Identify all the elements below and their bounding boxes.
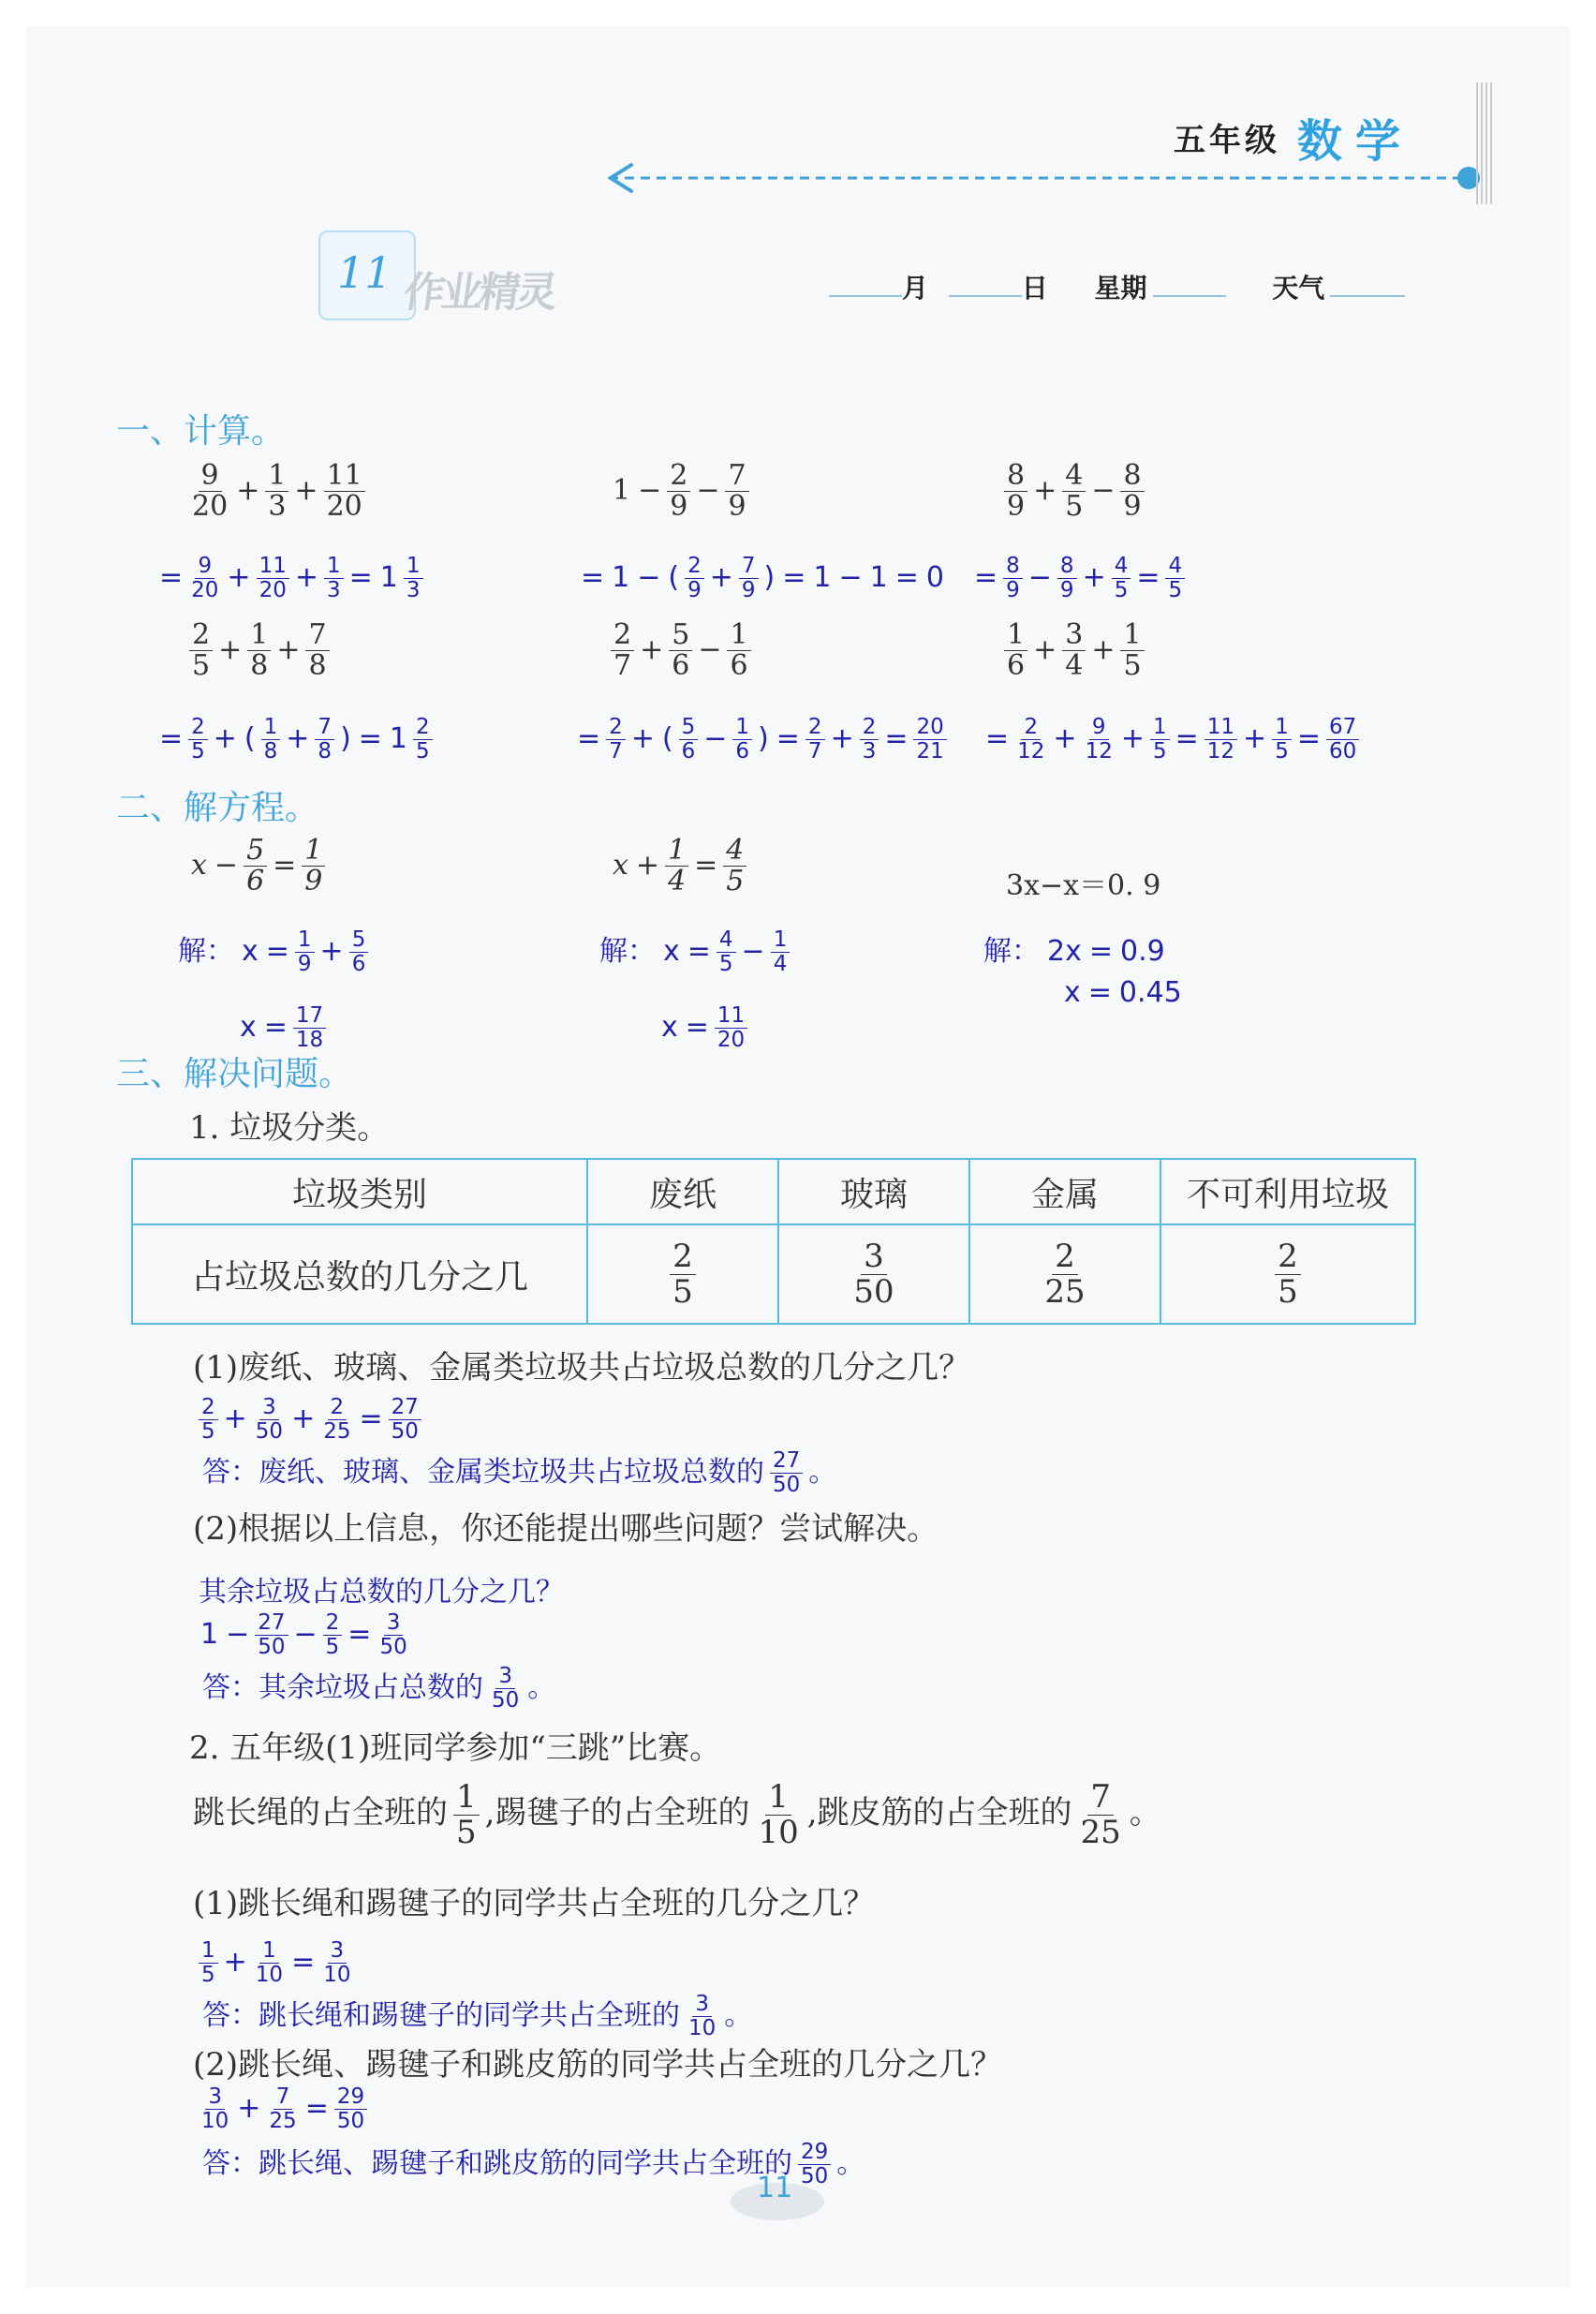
weather-blank[interactable] (1330, 295, 1405, 297)
math-token: + (830, 721, 854, 755)
calc-problem-4 (187, 620, 332, 682)
math-token: + (1033, 473, 1057, 507)
fraction: $\frac{2}{5}$ (323, 1611, 343, 1659)
math-token: x (613, 848, 628, 882)
problem-1-question-2: (2)根据以上信息，你还能提出哪些问题？尝试解决。 (193, 1510, 939, 1548)
math-token: = (1088, 935, 1113, 968)
math-token: + (291, 1402, 316, 1435)
fraction: $\frac{2}{25}$ (323, 1395, 351, 1444)
fraction: $\frac{4}{5}$ (1112, 555, 1131, 602)
fraction: $\frac{1}{5}$ (1150, 716, 1170, 764)
math-token: = (581, 560, 605, 594)
problem-2-question-1: (1)跳长绳和踢毽子的同学共占全班的几分之几？ (193, 1885, 876, 1922)
fraction: $\frac{9}{20}$ (192, 459, 229, 524)
math-token: + (1120, 721, 1145, 755)
problem-2-description (189, 1780, 1165, 1849)
fraction: $\frac{2}{7}$ (611, 620, 634, 682)
section-problems-title: 三、解决问题。 (116, 1055, 353, 1093)
math-token: + (635, 848, 660, 882)
math-token: + (294, 560, 318, 594)
math-token: 。 (836, 2147, 865, 2180)
equation-problem-2 (609, 836, 748, 897)
equation-step-2b (658, 1004, 749, 1052)
math-token: 1 (813, 560, 832, 594)
math-token: = (974, 560, 998, 594)
math-token: = (776, 721, 800, 755)
math-token: 跳长绳的占全班的 (193, 1794, 448, 1832)
math-token: = (359, 1402, 383, 1435)
math-token: + (236, 473, 260, 507)
calc-problem-6 (1002, 620, 1146, 682)
fraction: $\frac{1}{8}$ (247, 620, 271, 682)
fraction: $\frac{2}{5}$ (199, 1396, 218, 1444)
fraction: $\frac{29}{50}$ (798, 2141, 831, 2188)
fraction: $\frac{3}{10}$ (323, 1938, 351, 1987)
math-token: 解： (983, 935, 1040, 968)
math-token: = (263, 1010, 288, 1044)
table-row (132, 1224, 1415, 1324)
math-token: 。 (724, 1999, 753, 2032)
math-token: 0.45 (1118, 976, 1182, 1009)
month-label: 月 (902, 273, 929, 304)
math-token: 。 (1129, 1794, 1161, 1832)
fraction: $\frac{7}{25}$ (269, 2084, 297, 2133)
weekday-label: 星期 (1094, 273, 1147, 304)
fraction: $\frac{1}{9}$ (302, 836, 325, 897)
math-token: + (319, 935, 344, 968)
fraction: $\frac{4}{5}$ (1165, 555, 1185, 602)
math-token: 1 (612, 560, 630, 594)
math-token: = (985, 721, 1010, 755)
problem-1-question-1: (1)废纸、玻璃、金属类垃圾共占垃圾总数的几分之几？ (193, 1349, 971, 1387)
fraction: $\frac{1}{4}$ (665, 836, 688, 897)
fraction: $\frac{67}{60}$ (1326, 716, 1359, 764)
calc-problem-1 (187, 461, 367, 523)
month-blank[interactable] (829, 295, 902, 297)
fraction: $\frac{3}{50}$ (255, 1395, 284, 1444)
fraction: $\frac{5}{6}$ (679, 716, 699, 764)
fraction: $\frac{2}{7}$ (606, 716, 626, 764)
fraction: $\frac{5}{6}$ (669, 620, 692, 682)
math-token: 。 (527, 1671, 556, 1704)
math-token: ) (763, 560, 776, 594)
garbage-table (131, 1158, 1416, 1325)
problem-1-title: 1. 垃圾分类。 (189, 1109, 390, 1147)
grade-label (1174, 114, 1280, 160)
math-token: 1 (379, 560, 398, 594)
math-token: = (347, 1617, 372, 1651)
fraction: $\frac{5}{6}$ (244, 836, 267, 897)
table-header: 废纸 (587, 1159, 778, 1224)
fraction: $\frac{2}{12}$ (1017, 715, 1045, 764)
fraction: $\frac{4}{5}$ (1062, 461, 1086, 523)
math-token: 1 (869, 560, 888, 594)
grade-text: 五年级 (1174, 122, 1280, 159)
fraction: $\frac{3}{50}$ (492, 1664, 520, 1713)
math-token: = (304, 2091, 329, 2125)
fraction: $\frac{1}{5}$ (1120, 620, 1144, 682)
date-line (829, 268, 1405, 305)
math-token: − (214, 848, 239, 882)
fraction: $\frac{8}{9}$ (1057, 555, 1077, 602)
math-token: = (782, 560, 806, 594)
math-token: ( (668, 560, 680, 594)
math-token: + (237, 2091, 261, 2125)
table-header: 不可利用垃圾 (1160, 1159, 1415, 1224)
fraction: $\frac{17}{18}$ (293, 1004, 326, 1052)
lesson-brand: 作业精灵 (400, 269, 557, 317)
page-number: 11 (757, 2172, 793, 2204)
table-cell (778, 1224, 969, 1324)
calc-answer-5 (573, 716, 949, 764)
day-blank[interactable] (949, 295, 1022, 297)
fraction: $\frac{1}{10}$ (758, 1778, 799, 1851)
problem-1-answer-1 (199, 1448, 840, 1497)
math-token: 答：跳长绳和踢毽子的同学共占全班的 (202, 1999, 680, 2032)
math-token: = (687, 935, 711, 968)
fraction: $\frac{1}{10}$ (255, 1938, 284, 1987)
equation-step-3b (1060, 976, 1186, 1009)
fraction: $\frac{7}{25}$ (1080, 1778, 1121, 1851)
math-token: ( (244, 721, 256, 755)
problem-2-answer-1 (199, 1992, 756, 2040)
math-token: + (213, 721, 237, 755)
fraction: $\frac{8}{9}$ (1003, 555, 1023, 602)
lesson-number: 11 (337, 247, 392, 298)
section-equations-title: 二、解方程。 (116, 789, 319, 827)
math-token: 答：跳长绳、踢毽子和跳皮筋的同学共占全班的 (202, 2147, 792, 2180)
fraction: $\frac{5}{6}$ (349, 928, 369, 976)
math-token: ) (758, 721, 769, 755)
table-cell (587, 1224, 778, 1324)
fraction: $\frac{27}{50}$ (255, 1611, 288, 1659)
fraction: $\frac{2}{7}$ (805, 716, 825, 764)
fraction: $\frac{1}{3}$ (265, 461, 288, 523)
fraction: $\frac{2}{5}$ (670, 1239, 696, 1309)
math-token: + (630, 721, 655, 755)
weekday-blank[interactable] (1153, 295, 1226, 297)
fraction: $\frac{7}{8}$ (305, 620, 329, 682)
fraction: $\frac{2}{9}$ (667, 461, 690, 523)
fraction: $\frac{1}{4}$ (771, 928, 791, 976)
table-header-row (132, 1159, 1415, 1224)
fraction: $\frac{3}{10}$ (201, 2084, 229, 2133)
math-token: 1 (613, 473, 631, 507)
math-token: + (294, 473, 318, 507)
math-token: = (577, 721, 601, 755)
problem-1-answer-2 (199, 1664, 559, 1713)
math-token: − (637, 560, 661, 594)
math-token: = (884, 721, 909, 755)
math-token: 3x−x＝0. 9 (1006, 869, 1161, 902)
math-token: + (218, 632, 243, 666)
fraction: $\frac{27}{50}$ (770, 1449, 803, 1497)
calc-answer-3 (970, 555, 1187, 602)
equation-problem-3 (1002, 862, 1164, 903)
fraction: $\frac{11}{12}$ (1204, 716, 1237, 764)
math-token: x (661, 1010, 678, 1044)
math-token: + (709, 560, 733, 594)
fraction: $\frac{9}{20}$ (191, 554, 219, 602)
fraction: $\frac{1}{5}$ (199, 1939, 218, 1987)
lesson-badge (318, 230, 656, 324)
fraction: $\frac{2}{9}$ (685, 555, 704, 602)
calc-answer-2 (577, 555, 948, 602)
math-token: = (894, 560, 919, 594)
fraction: $\frac{2}{3}$ (860, 716, 879, 764)
problem-1-calc-1 (197, 1396, 423, 1444)
math-token: = (273, 848, 297, 882)
fraction: $\frac{3}{50}$ (853, 1237, 894, 1311)
math-token: 0 (925, 560, 944, 594)
calc-problem-3 (1002, 461, 1146, 523)
math-token: 答：废纸、玻璃、金属类垃圾共占垃圾总数的 (202, 1456, 764, 1489)
math-token: 答：其余垃圾占总数的 (202, 1671, 483, 1704)
fraction: $\frac{8}{9}$ (1004, 461, 1027, 523)
math-token: − (741, 935, 765, 968)
math-token: + (1091, 632, 1116, 666)
math-token: 解： (599, 935, 656, 968)
problem-2-question-2: (2)跳长绳、踢毽子和跳皮筋的同学共占全班的几分之几？ (193, 2046, 1003, 2084)
fraction: $\frac{1}{6}$ (1004, 620, 1027, 682)
fraction: $\frac{3}{50}$ (379, 1610, 407, 1659)
math-token: = (265, 935, 289, 968)
equation-problem-1 (187, 836, 327, 897)
math-token: = (358, 721, 382, 755)
math-token: = (348, 560, 373, 594)
math-token: 2x (1047, 935, 1082, 968)
math-token: = (1136, 560, 1160, 594)
math-token: ) (340, 721, 351, 755)
math-token: + (1243, 721, 1267, 755)
problem-1-other-question: 其余垃圾占总数的几分之几？ (199, 1576, 564, 1609)
weather-label: 天气 (1272, 273, 1325, 304)
math-token: 。 (808, 1456, 837, 1489)
page-edge-stripes (1476, 82, 1493, 204)
fraction: $\frac{7}{8}$ (315, 716, 334, 764)
math-token: = (1175, 721, 1199, 755)
fraction: $\frac{9}{12}$ (1085, 715, 1113, 764)
problem-2-calc-2 (197, 2085, 369, 2133)
fraction: $\frac{1}{6}$ (732, 716, 752, 764)
fraction: $\frac{1}{3}$ (404, 555, 423, 602)
fraction: $\frac{1}{9}$ (295, 928, 315, 976)
table-cell (1160, 1224, 1415, 1324)
fraction: $\frac{27}{50}$ (389, 1396, 421, 1444)
fraction: $\frac{7}{9}$ (725, 461, 748, 523)
math-token: = (291, 1945, 316, 1979)
math-token: = (1296, 721, 1321, 755)
math-token: x (191, 848, 207, 882)
math-token: − (838, 560, 863, 594)
math-token: − (1027, 560, 1052, 594)
math-token: x (1064, 976, 1081, 1009)
math-token: − (698, 632, 722, 666)
math-token: − (703, 721, 728, 755)
calc-answer-4 (155, 716, 435, 764)
math-token: ,踢毽子的占全班的 (484, 1794, 750, 1832)
fraction: $\frac{1}{6}$ (727, 620, 750, 682)
fraction: $\frac{2}{5}$ (188, 716, 208, 764)
header-arrow-line (599, 159, 1499, 197)
math-token: − (226, 1617, 250, 1651)
fraction: $\frac{1}{3}$ (324, 555, 344, 602)
math-token: + (1053, 721, 1077, 755)
fraction: $\frac{4}{5}$ (717, 928, 736, 976)
math-token: = (159, 721, 184, 755)
table-row-label: 占垃圾总数的几分之几 (132, 1224, 587, 1324)
math-token: ,跳皮筋的占全班的 (806, 1794, 1072, 1832)
math-token: x (240, 1010, 257, 1044)
math-token: − (638, 473, 662, 507)
math-token: = (685, 1010, 709, 1044)
fraction: $\frac{11}{20}$ (257, 555, 289, 602)
math-token: = (1087, 976, 1112, 1009)
equation-step-1a (174, 927, 370, 976)
math-token: 1 (200, 1617, 219, 1651)
math-token: + (286, 721, 310, 755)
math-token: x (242, 935, 259, 968)
fraction: $\frac{1}{5}$ (1272, 716, 1292, 764)
equation-step-1b (236, 1004, 328, 1052)
table-header: 垃圾类别 (132, 1159, 587, 1224)
fraction: $\frac{1}{8}$ (261, 716, 281, 764)
math-token: + (223, 1402, 247, 1435)
math-token: = (159, 560, 184, 594)
table-header: 玻璃 (778, 1159, 969, 1224)
problem-2-title: 2. 五年级(1)班同学参加“三跳”比赛。 (189, 1729, 722, 1767)
problem-1-calc-2 (197, 1611, 412, 1659)
section-calc-title: 一、计算。 (116, 412, 286, 451)
math-token: − (1091, 473, 1116, 507)
fraction: $\frac{2}{5}$ (413, 716, 433, 764)
math-token: + (223, 1945, 247, 1979)
calc-problem-5 (609, 620, 753, 682)
math-token: 0.9 (1119, 935, 1165, 968)
fraction: $\frac{11}{20}$ (715, 1004, 747, 1052)
fraction: $\frac{3}{10}$ (688, 1992, 717, 2040)
equation-step-3a (980, 927, 1169, 969)
math-token: − (696, 473, 720, 507)
fraction: $\frac{2}{25}$ (1044, 1237, 1086, 1311)
math-token: + (640, 632, 664, 666)
fraction: $\frac{8}{9}$ (1120, 461, 1144, 523)
math-token: ( (661, 721, 673, 755)
math-token: 解： (178, 935, 234, 968)
table-header: 金属 (969, 1159, 1160, 1224)
math-token: = (694, 848, 718, 882)
math-token: 1 (389, 721, 408, 755)
fraction: $\frac{29}{50}$ (334, 2085, 367, 2133)
problem-2-calc-1 (197, 1939, 355, 1987)
table-cell (969, 1224, 1160, 1324)
fraction: $\frac{2}{5}$ (189, 620, 213, 682)
equation-step-2a (596, 927, 791, 976)
math-token: + (1082, 560, 1106, 594)
math-token: − (293, 1617, 318, 1651)
fraction: $\frac{3}{4}$ (1062, 620, 1086, 682)
fraction: $\frac{2}{5}$ (1275, 1239, 1301, 1309)
subject-text: 数学 (1297, 115, 1414, 168)
math-token: + (227, 560, 251, 594)
fraction: $\frac{7}{9}$ (739, 555, 759, 602)
fraction: $\frac{20}{21}$ (913, 716, 946, 764)
math-token: + (1033, 632, 1057, 666)
calc-answer-6 (982, 716, 1361, 764)
fraction: $\frac{1}{5}$ (453, 1780, 480, 1849)
fraction: $\frac{11}{20}$ (324, 461, 365, 523)
math-token: x (663, 935, 680, 968)
calc-answer-1 (155, 555, 425, 602)
fraction: $\frac{4}{5}$ (723, 836, 746, 897)
day-label: 日 (1021, 273, 1048, 304)
calc-problem-2 (609, 461, 751, 523)
math-token: + (276, 632, 301, 666)
